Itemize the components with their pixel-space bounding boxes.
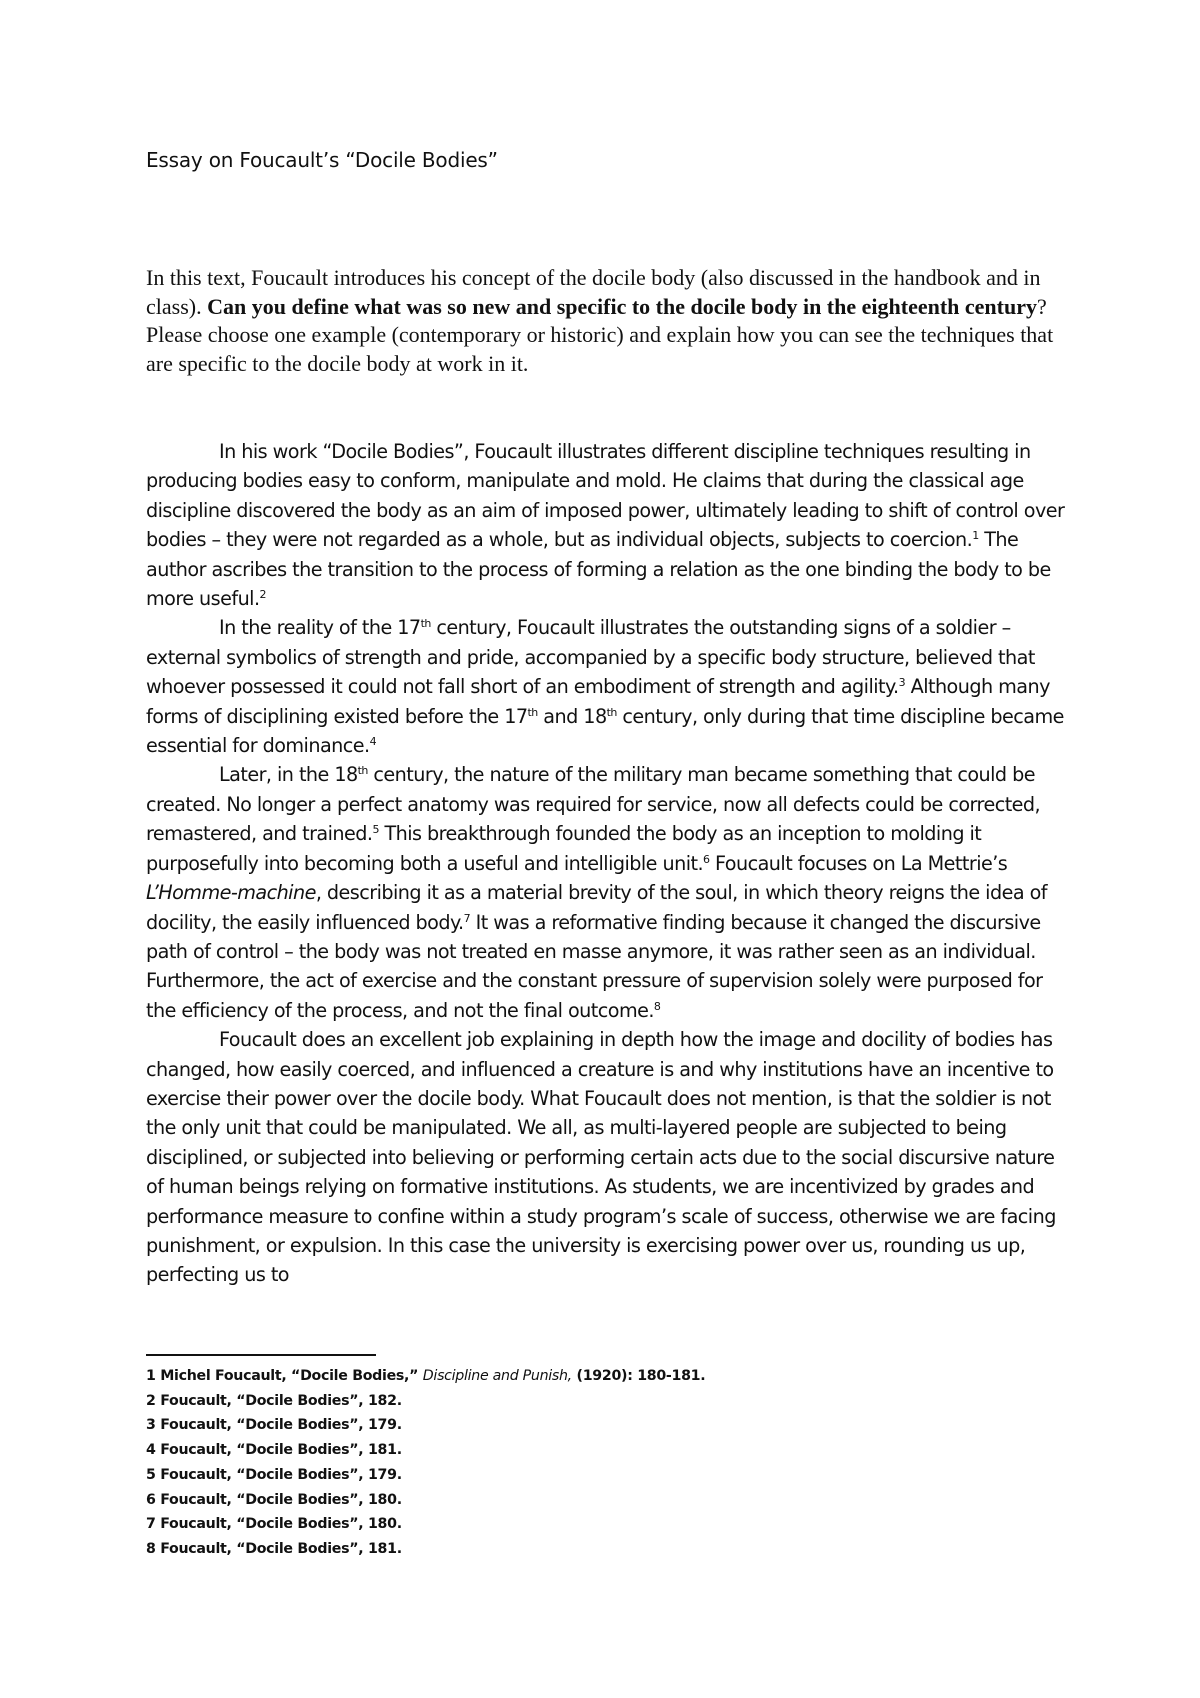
footnote-separator [146, 1354, 376, 1356]
ordinal-suffix: th [357, 764, 368, 778]
footnote-5: 5 Foucault, “Docile Bodies”, 179. [146, 1466, 402, 1483]
prompt-question: Can you define what was so new and specific to the docile body in the eighteenth century [207, 293, 1037, 319]
prompt-text: ? Please choose one example (contemporary or historic) and explain how you can see the techniques that are specific to the docile body at work in it. [146, 293, 1054, 376]
footnote-source-title: Discipline and Punish, [422, 1368, 572, 1384]
ordinal-suffix: th [420, 617, 431, 631]
footnote-ref: 8 [653, 999, 661, 1013]
footnote-ref: 5 [372, 823, 379, 837]
prompt-text: In this text, Foucault introduces his concept of the docile body (also discussed in the handbook and in class). [146, 265, 1041, 319]
footnotes [146, 1364, 1046, 1562]
footnote-7: 7 Foucault, “Docile Bodies”, 180. [146, 1516, 402, 1533]
footnote-ref: 1 [972, 529, 979, 543]
paragraph-text: In his work “Docile Bodies”, Foucault illustrates different discipline techniques resulting in producing bodies easy to conform, manipulate and mold. He claims that during the classical age discipline discovered the body as an aim of imposed power, ultimately leading to shift of control over bodies – they were not regarded as a whole, but as individual objects, subjects to coercion. [146, 440, 1065, 552]
footnote-ref: 7 [463, 911, 471, 925]
essay-prompt [146, 264, 1066, 378]
footnote-4: 4 Foucault, “Docile Bodies”, 181. [146, 1442, 402, 1459]
paragraph-text: Although many forms of disciplining existed before the 17 [146, 675, 1050, 728]
footnote-ref: 2 [259, 588, 266, 602]
book-title: L’Homme-machine [146, 881, 316, 905]
paragraph-text: century, only during that time discipline became essential for dominance. [146, 704, 1064, 758]
paragraph-text: This breakthrough founded the body as an inception to molding it purposefully into becoming both a useful and intelligible unit. [146, 822, 982, 875]
paragraph-1 [146, 437, 1066, 613]
footnote-3: 3 Foucault, “Docile Bodies”, 179. [146, 1417, 402, 1434]
paragraph-text: The author ascribes the transition to the process of forming a relation as the one binding the body to be more useful. [146, 528, 1051, 611]
footnote-ref: 4 [369, 735, 377, 749]
paragraph-2 [146, 613, 1066, 760]
paragraph-text: century, the nature of the military man became something that could be created. No longer a perfect anatomy was required for service, now all defects could be corrected, remastered, and trained. [146, 763, 1041, 846]
paragraph-text: Foucault focuses on La Mettrie’s [709, 851, 1008, 875]
paragraph-text: It was a reformative finding because it changed the discursive path of control – the body was not treated en masse anymore, it was rather seen as an individual. Furthermore, the act of exercise and the constant pressure of supervision solely were purposed for the efficiency of the process, and not the final outcome. [146, 910, 1043, 1022]
footnote-8: 8 Foucault, “Docile Bodies”, 181. [146, 1540, 402, 1557]
ordinal-suffix: th [527, 705, 538, 719]
footnote-ref: 3 [898, 676, 906, 690]
paragraph-text: and 18 [537, 704, 607, 728]
footnote-text: 1 Michel Foucault, “Docile Bodies,” [146, 1368, 423, 1384]
paragraph-3 [146, 760, 1066, 1025]
essay-body [146, 437, 1066, 1290]
ordinal-suffix: th [606, 705, 617, 719]
paragraph-text: , describing it as a material brevity of the soul, in which theory reigns the idea of docility, the easily influenced body. [146, 881, 1047, 934]
paragraph-4: Foucault does an excellent job explaining in depth how the image and docility of bodies has changed, how easily coerced, and influenced a creature is and why institutions have an incentive to exercise their power over the docile body. What Foucault does not mention, is that the soldier is not the only unit that could be manipulated. We all, as multi-layered people are subjected to being disciplined, or subjected into believing or performing certain acts due to the social discursive nature of human beings relying on formative institutions. As students, we are incentivized by grades and performance measure to confine within a study program’s scale of success, otherwise we are facing punishment, or expulsion. In this case the university is exercising power over us, rounding us up, perfecting us to [146, 1028, 1056, 1287]
footnote-1 [146, 1364, 1046, 1389]
essay-title: Essay on Foucault’s “Docile Bodies” [146, 148, 498, 172]
footnote-text: (1920): 180-181. [571, 1368, 706, 1384]
footnote-ref: 6 [703, 852, 710, 866]
paragraph-text: century, Foucault illustrates the outstanding signs of a soldier – external symbolics of strength and pride, accompanied by a specific body structure, believed that whoever possessed it could not fall short of an embodiment of strength and agility. [146, 616, 1035, 699]
footnote-2: 2 Foucault, “Docile Bodies”, 182. [146, 1392, 402, 1409]
paragraph-text: In the reality of the 17 [219, 616, 421, 640]
footnote-6: 6 Foucault, “Docile Bodies”, 180. [146, 1491, 402, 1508]
paragraph-text: Later, in the 18 [219, 763, 358, 787]
